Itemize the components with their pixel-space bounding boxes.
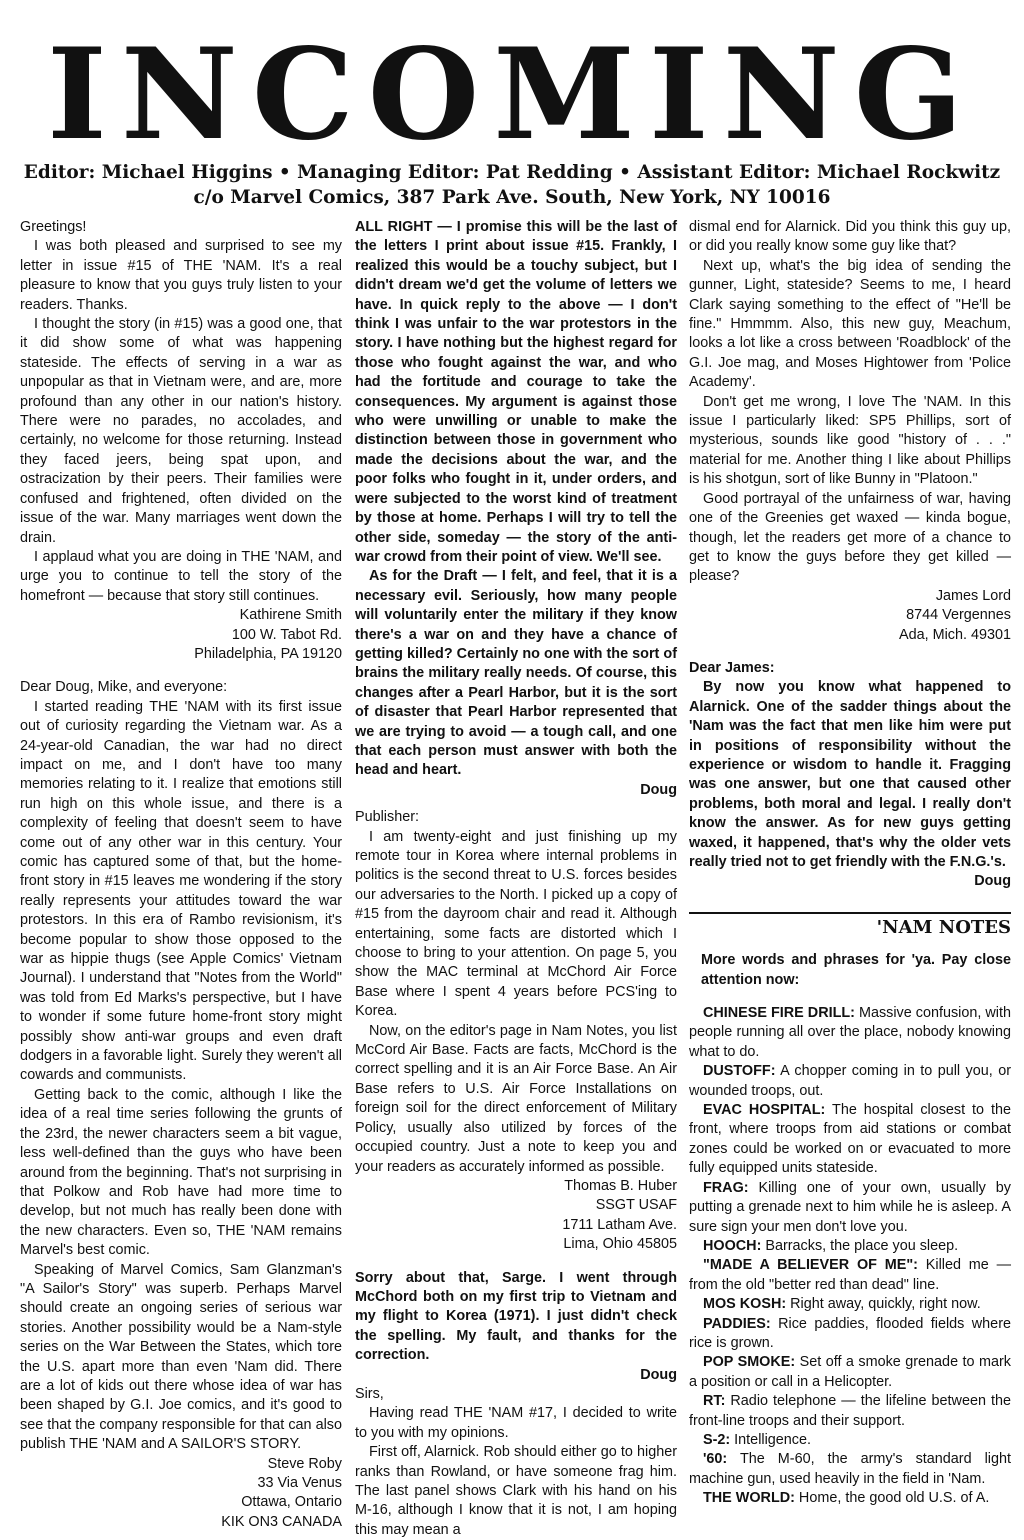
glossary-term: "MADE A BELIEVER OF ME": xyxy=(703,1257,918,1274)
page-title: INCOMING xyxy=(46,21,978,169)
editor-reply-draft xyxy=(355,218,677,800)
glossary-term: THE WORLD: xyxy=(703,1490,795,1507)
glossary-definition: Massive confusion, with people running all over the place, nobody knowing what to do. xyxy=(689,1005,1011,1060)
glossary-definition: Set off a smoke grenade to mark a position or call in a Helicopter. xyxy=(689,1354,1011,1390)
glossary-entry xyxy=(689,1392,1011,1431)
letter-james-lord-part1 xyxy=(355,1385,677,1540)
letter-greeting: Dear Doug, Mike, and everyone: xyxy=(20,679,228,696)
glossary-definition: Radio telephone — the lifeline between the front-line troops and their support. xyxy=(689,1393,1011,1429)
letter-paragraph: Getting back to the comic, although I like the idea of a real time series following the grunts of the 23rd, the newer characters seem a bit vague, less well-defined than the guys who have been around from the beginning. That's not surprising in that Polkow and Rob have had more time to develop, but not much has really been done with the new characters. Even so, THE 'NAM remains Marvel's best comic. xyxy=(20,1086,342,1259)
glossary-term: DUSTOFF: xyxy=(703,1063,776,1080)
reply-paragraph: By now you know what happened to Alarnick. One of the sadder things about the 'Nam was the fact that men like him were put in positions of responsibility without the experience or wisdom to handle it. Fragging was one answer, but one that caused other problems, both moral and legal. I really don't know the answer. As for new guys getting waxed, it happened, that's why the older vets really tried not to get friendly with the F.N.G.'s. xyxy=(689,679,1011,870)
glossary-term: POP SMOKE: xyxy=(703,1354,796,1371)
letter-paragraph: I thought the story (in #15) was a good one, that it did show some of what was happening stateside. The effects of serving in a war as unpopular as that in Vietnam were, and are, more profound than any other in our nation's history. There were no parades, no accolades, and certainly, no welcome for those returning. Instead they faced jeers, being spat upon, and ostracization by their peers. Their families were confused and frightened, often divided on the issue of the war. Many marriages went down the drain. xyxy=(20,316,342,546)
glossary-entry xyxy=(689,1179,1011,1237)
signature-line: KIK ON3 CANADA xyxy=(221,1513,342,1530)
glossary-entry xyxy=(689,1489,1011,1508)
letter-signature xyxy=(355,1177,677,1255)
signature-line: 8744 Vergennes xyxy=(906,607,1011,624)
column-right xyxy=(689,218,1011,1509)
letter-signature xyxy=(20,1455,342,1533)
glossary-definition: Killing one of your own, usually by putting a grenade next to him while he is asleep. A sure sign your men don't love you. xyxy=(689,1179,1011,1235)
glossary-list xyxy=(689,1004,1011,1509)
glossary-entry xyxy=(689,1295,1011,1314)
letter-paragraph: I applaud what you are doing in THE 'NAM, and urge you to continue to tell the story of the homefront — because that story still continues. xyxy=(20,548,342,604)
glossary-definition: Intelligence. xyxy=(730,1431,811,1448)
glossary-definition: A chopper coming in to pull you, or wounded troops, out. xyxy=(689,1063,1011,1099)
letter-paragraph: Now, on the editor's page in Nam Notes, you list McCord Air Base. Facts are facts, McChord is the correct spelling and it is an Air Force Base. An Air Base refers to U.S. Air Force Installations on foreign soil for the direct enforcement of Military Policy, usually also utilized by forces of the occupied country. Just a note to keep you and your readers as accurately informed as possible. xyxy=(355,1022,677,1175)
glossary-entry xyxy=(689,1315,1011,1354)
glossary-entry xyxy=(689,1256,1011,1295)
glossary-definition: The M-60, the army's standard light machine gun, used heavily in the field in 'Nam. xyxy=(689,1451,1011,1487)
glossary-term: RT: xyxy=(703,1393,726,1410)
editor-reply-alarnick xyxy=(689,659,1011,892)
glossary-entry xyxy=(689,1431,1011,1450)
reply-signature: Doug xyxy=(974,873,1011,890)
letter-paragraph: Good portrayal of the unfairness of war, having one of the Greenies get waxed — kinda bogue, though, let the readers get more of a chance to get to know the guys before they get killed — please? xyxy=(689,490,1011,585)
signature-line: James Lord xyxy=(935,587,1011,604)
glossary-entry xyxy=(689,1237,1011,1256)
letter-paragraph: Next up, what's the big idea of sending the gunner, Light, stateside? Seems to me, I heard Clark saying something to the effect of "He'll be fine." Hmmmm. Also, this new guy, Meachum, looks a lot like a cross between 'Roadblock' of the G.I. Joe mag, and Moses Hightower from 'Police Academy'. xyxy=(689,257,1011,391)
letter-paragraph: Having read THE 'NAM #17, I decided to write to you with my opinions. xyxy=(355,1405,677,1441)
glossary-entry xyxy=(689,1101,1011,1179)
letter-paragraph: I am twenty-eight and just finishing up my remote tour in Korea where internal problems in politics is the second threat to U.S. forces besides our adversaries to the North. I picked up a copy of #15 from the dayroom chair and read it. Although entertaining, some facts are distorted which I choose to bring to your attention. On page 5, you show the MAC terminal at McChord Air Force Base where I spent 4 years before PCS'ing to Korea. xyxy=(355,828,677,1020)
letter-greeting: Publisher: xyxy=(355,809,419,826)
column-middle xyxy=(355,218,677,1540)
letter-paragraph: I started reading THE 'NAM with its first issue out of curiosity regarding the Vietnam war. As a 24-year-old Canadian, the war had no direct impact on me, and I don't have too many memories relating to it. I realize that emotions still run high on this whole issue, and there is a complexity of feeling that doesn't seem to have come out of any other war in this century. Your comic has captured some of that, but the home-front story in #15 leaves me wondering if the story really represents your attitudes toward the war protestors. In this era of Rambo revisionism, it's become popular to show those opposed to the war as hippie thugs (see Apple Comics' Vietnam Journal). I understand that "Notes from the World" was told from Ed Marks's perspective, but I have to wonder if some future home-front story might possibly show anti-war groups and even draft dodgers in a favorable light. Surely they weren't all cowards and communists. xyxy=(20,698,342,1084)
glossary-term: PADDIES: xyxy=(703,1315,771,1332)
signature-line: Ada, Mich. 49301 xyxy=(899,626,1011,643)
glossary-entry xyxy=(689,1353,1011,1392)
reply-signature: Doug xyxy=(640,1366,677,1383)
reply-signature: Doug xyxy=(640,781,677,798)
reply-paragraph: ALL RIGHT — I promise this will be the last of the letters I print about issue #15. Frankly, I realized this would be a touchy subject, but I didn't dream we'd get the volume of letters we have. In quick reply to the above — I don't think I was unfair to the war protestors in the story. I have nothing but the highest regard for those who fought against the war, and who had the fortitude and courage to take the consequences. My argument is against those who were unwilling or unable to make the distinction between those in government who made the decisions about the war, and the poor folks who fought in it, under orders, and were subjected to the worst kind of treatment by those at home. Perhaps I will try to tell the other side, someday — the story of the anti-war crowd from their point of view. We'll see. xyxy=(355,219,677,565)
signature-line: Kathirene Smith xyxy=(239,607,342,624)
nam-notes-heading: 'NAM NOTES xyxy=(689,912,1011,937)
letter-thomas-huber xyxy=(355,808,677,1254)
glossary-entry xyxy=(689,1004,1011,1062)
signature-line: Philadelphia, PA 19120 xyxy=(194,645,342,662)
letter-paragraph: Don't get me wrong, I love The 'NAM. In this issue I particularly liked: SP5 Phillips, sort of mysterious, sounds like good "history of . . ." material for me. Another thing I like about Phillips is his shotgun, sort of like Bunny in "Platoon." xyxy=(689,393,1011,488)
signature-line: 1711 Latham Ave. xyxy=(562,1216,677,1233)
credits-line-2: c/o Marvel Comics, 387 Park Ave. South, New York, NY 10016 xyxy=(193,187,831,208)
letter-kathirene-smith xyxy=(20,218,342,664)
letter-signature xyxy=(689,587,1011,645)
editor-reply-mcchord xyxy=(355,1269,677,1385)
letter-signature xyxy=(20,606,342,664)
glossary-definition: Killed me — from the old "better red than dead" line. xyxy=(689,1257,1011,1293)
glossary-term: MOS KOSH: xyxy=(703,1296,787,1313)
signature-line: Ottawa, Ontario xyxy=(241,1494,342,1511)
editor-credits xyxy=(0,160,1024,210)
letter-paragraph: First off, Alarnick. Rob should either go to higher ranks than Rowland, or have someone frag him. The last panel shows Clark with his hand on his M-16, although I know that it is not, I am hoping this may mean a xyxy=(355,1444,677,1538)
glossary-term: HOOCH: xyxy=(703,1237,762,1254)
signature-line: 100 W. Tabot Rd. xyxy=(231,626,342,643)
signature-line: Lima, Ohio 45805 xyxy=(563,1236,677,1253)
letter-paragraph: dismal end for Alarnick. Did you think this guy up, or did you really know some guy like that? xyxy=(689,219,1011,255)
nam-notes-intro: More words and phrases for 'ya. Pay close attention now: xyxy=(701,952,1011,988)
letter-james-lord-part2 xyxy=(689,218,1011,645)
signature-line: SSGT USAF xyxy=(595,1197,677,1214)
glossary-term: FRAG: xyxy=(703,1179,749,1196)
glossary-definition: The hospital closest to the front, where troops from aid stations or combat zones could be worked on or evacuated to more fully equipped units stateside. xyxy=(689,1102,1011,1177)
letter-greeting: Greetings! xyxy=(20,219,87,235)
column-left xyxy=(20,218,342,1532)
glossary-definition: Right away, quickly, right now. xyxy=(786,1296,981,1313)
glossary-entry xyxy=(689,1450,1011,1489)
glossary-definition: Rice paddies, flooded fields where rice is grown. xyxy=(689,1315,1011,1351)
glossary-term: CHINESE FIRE DRILL: xyxy=(703,1005,855,1022)
letter-paragraph: I was both pleased and surprised to see my letter in issue #15 of THE 'NAM. It's a real pleasure to know that you guys truly listen to your readers. Thanks. xyxy=(20,238,342,313)
glossary-definition: Home, the good old U.S. of A. xyxy=(794,1490,990,1507)
signature-line: 33 Via Venus xyxy=(257,1475,342,1491)
masthead xyxy=(0,0,1024,210)
glossary-term: S-2: xyxy=(703,1431,731,1448)
signature-line: Thomas B. Huber xyxy=(564,1177,677,1194)
letter-greeting: Sirs, xyxy=(355,1385,384,1402)
glossary-term: EVAC HOSPITAL: xyxy=(703,1102,826,1119)
reply-paragraph: As for the Draft — I felt, and feel, that it is a necessary evil. Seriously, how many people will voluntarily enter the military if they know there's a war on and they have a chance of getting killed? Certainly no one with the sort of brains the military really needs. Of course, this changes after a Pearl Harbor, but it is the sort of disaster that Pearl Harbor represented that we are trying to avoid — a tough call, and one that each person must answer with both the head and heart. xyxy=(355,568,677,779)
glossary-definition: Barracks, the place you sleep. xyxy=(761,1237,959,1254)
glossary-entry xyxy=(689,1062,1011,1101)
signature-line: Steve Roby xyxy=(267,1455,342,1472)
glossary-term: '60: xyxy=(703,1451,728,1468)
letter-paragraph: Speaking of Marvel Comics, Sam Glanzman's "A Sailor's Story" was superb. Perhaps Marvel should create an ongoing series of serious war stories. Another possibility would be a Nam-style series on the War Between the States, which tore the U.S. apart more than even 'Nam did. There are a lot of kids out there whose idea of war has been shaped by G.I. Joe comics, and it's good to see that the company responsible for that can also publish THE 'NAM and A SAILOR'S STORY. xyxy=(20,1261,342,1453)
reply-paragraph: Sorry about that, Sarge. I went through McChord both on my first trip to Vietnam and my flight to Korea (1971). I just didn't check the spelling. My fault, and thanks for the correction. xyxy=(355,1269,677,1364)
reply-greeting: Dear James: xyxy=(689,659,775,676)
credits-line-1: Editor: Michael Higgins • Managing Editor: Pat Redding • Assistant Editor: Michael Rockwitz xyxy=(23,162,1001,183)
letter-steve-roby xyxy=(20,678,342,1532)
